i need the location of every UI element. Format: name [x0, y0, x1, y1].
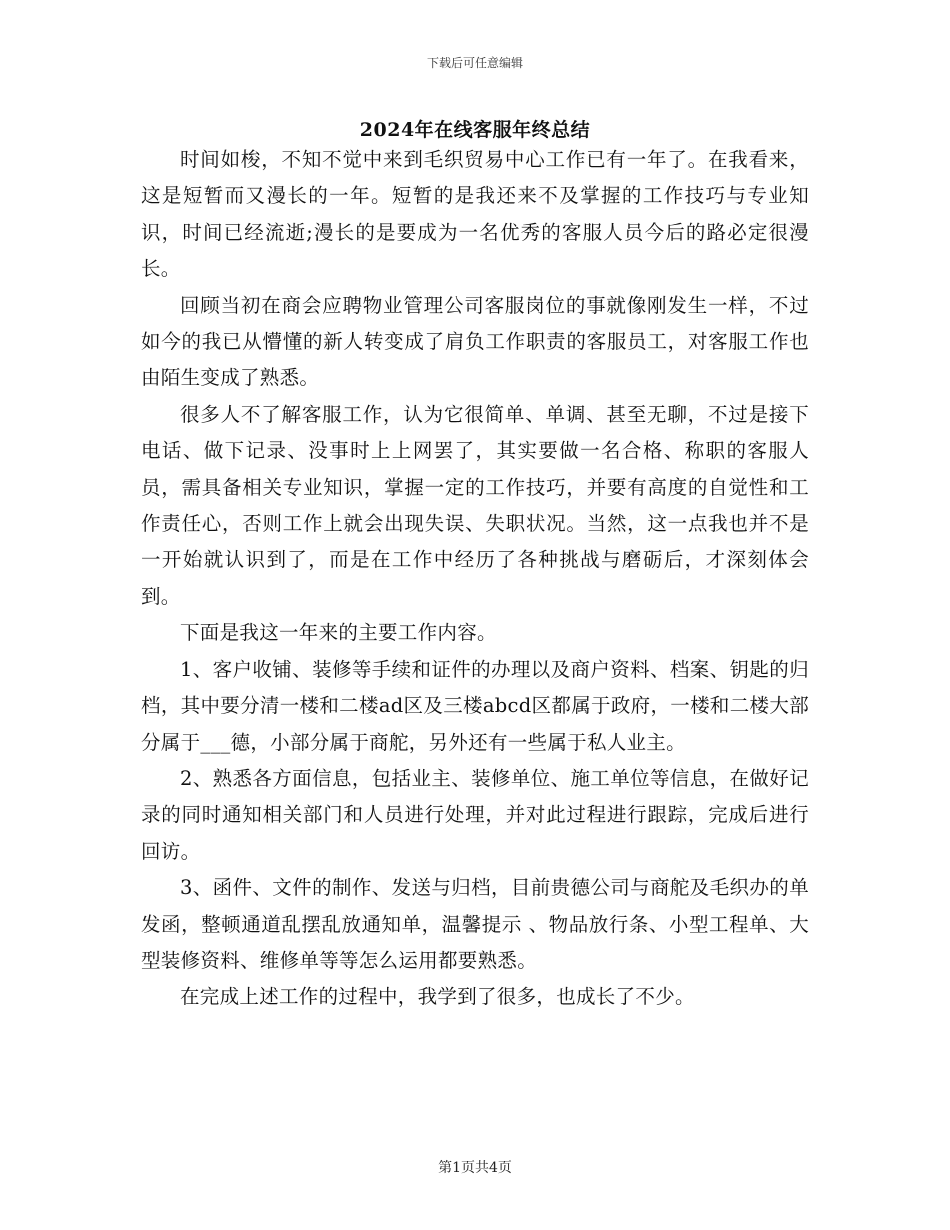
paragraph: 1、客户收铺、装修等手续和证件的办理以及商户资料、档案、钥匙的归档，其中要分清一楼和二楼ad区及三楼abcd区都属于政府，一楼和二楼大部分属于___德，小部分属于商舵，另外还有一些属于私人业主。 [141, 657, 809, 754]
paragraph: 2、熟悉各方面信息，包括业主、装修单位、施工单位等信息，在做好记录的同时通知相关部门和人员进行处理，并对此过程进行跟踪，完成后进行回访。 [141, 766, 809, 863]
paragraph: 在完成上述工作的过程中，我学到了很多，也成长了不少。 [180, 985, 695, 1009]
paragraph: 很多人不了解客服工作，认为它很简单、单调、甚至无聊，不过是接下电话、做下记录、没事时上上网罢了，其实要做一名合格、称职的客服人员，需具备相关专业知识，掌握一定的工作技巧，并要有高度的自觉性和工作责任心，否则工作上就会出现失误、失职状况。当然，这一点我也并不是一开始就认识到了，而是在工作中经历了各种挑战与磨砺后，才深刻体会到。 [141, 402, 809, 608]
document-title: 2024年在线客服年终总结 [359, 119, 591, 141]
header-note: 下载后可任意编辑 [426, 56, 523, 70]
paragraph: 回顾当初在商会应聘物业管理公司客服岗位的事就像刚发生一样，不过如今的我已从懵懂的新人转变成了肩负工作职责的客服员工，对客服工作也由陌生变成了熟悉。 [141, 293, 809, 390]
document-body [141, 142, 809, 1016]
paragraph: 时间如梭，不知不觉中来到毛织贸易中心工作已有一年了。在我看来，这是短暂而又漫长的一年。短暂的是我还来不及掌握的工作技巧与专业知识，时间已经流逝;漫长的是要成为一名优秀的客服人员今后的路必定很漫长。 [141, 148, 809, 281]
paragraph: 3、函件、文件的制作、发送与归档，目前贵德公司与商舵及毛织办的单发函，整顿通道乱摆乱放通知单，温馨提示 、物品放行条、小型工程单、大型装修资料、维修单等等怎么运用都要熟悉。 [141, 876, 809, 972]
page-number: 第1页共4页 [438, 1160, 512, 1176]
paragraph: 下面是我这一年来的主要工作内容。 [180, 621, 497, 645]
